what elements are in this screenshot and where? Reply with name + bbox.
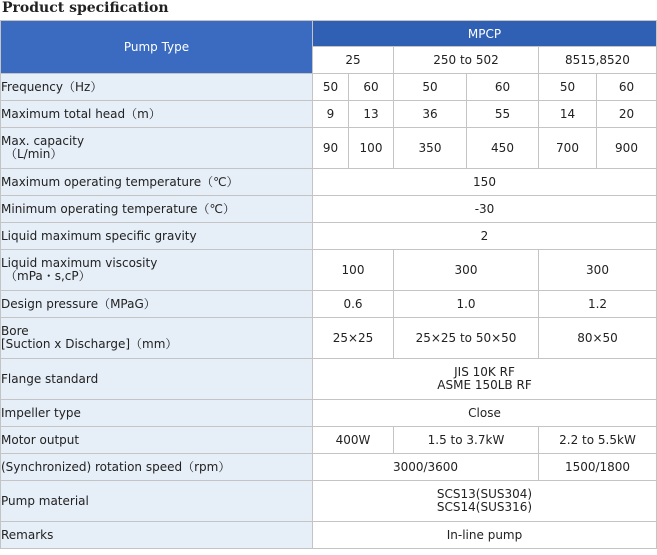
cell-value: 55 xyxy=(467,101,539,128)
cell-value: 20 xyxy=(597,101,657,128)
row-label: Remarks xyxy=(1,522,313,549)
cell-value: 90 xyxy=(313,128,349,169)
row-label: Maximum operating temperature（℃） xyxy=(1,169,313,196)
row-rotation xyxy=(1,454,657,481)
row-label xyxy=(1,318,313,359)
row-label: Impeller type xyxy=(1,400,313,427)
cell-value: 450 xyxy=(467,128,539,169)
row-label: Frequency（Hz） xyxy=(1,74,313,101)
cell-value: 900 xyxy=(597,128,657,169)
cell-value: 60 xyxy=(349,74,394,101)
row-label: Liquid maximum specific gravity xyxy=(1,223,313,250)
cell-value: 1.2 xyxy=(539,291,657,318)
cell-value: 60 xyxy=(467,74,539,101)
cell-value: 13 xyxy=(349,101,394,128)
cell-value: Close xyxy=(313,400,657,427)
header-row xyxy=(1,21,657,47)
cell-value: 2 xyxy=(313,223,657,250)
cell-value: 300 xyxy=(394,250,539,291)
row-label-unit: （L/min） xyxy=(5,147,63,161)
row-label-main: Max. capacity xyxy=(1,134,85,148)
cell-value xyxy=(313,481,657,522)
row-flange xyxy=(1,359,657,400)
cell-value: 50 xyxy=(313,74,349,101)
row-material xyxy=(1,481,657,522)
cell-value: 80×50 xyxy=(539,318,657,359)
cell-value: -30 xyxy=(313,196,657,223)
cell-value: 2.2 to 5.5kW xyxy=(539,427,657,454)
cell-value: 60 xyxy=(597,74,657,101)
row-label: Maximum total head（m） xyxy=(1,101,313,128)
row-label xyxy=(1,128,313,169)
material-line-2: SCS14(SUS316) xyxy=(436,500,533,514)
mpcp-header: MPCP xyxy=(313,21,657,47)
row-min-temp xyxy=(1,196,657,223)
cell-value: 100 xyxy=(349,128,394,169)
cell-value: 1500/1800 xyxy=(539,454,657,481)
row-capacity xyxy=(1,128,657,169)
cell-value: 9 xyxy=(313,101,349,128)
row-remarks xyxy=(1,522,657,549)
row-max-temp xyxy=(1,169,657,196)
flange-line-1: JIS 10K RF xyxy=(454,365,515,379)
row-gravity xyxy=(1,223,657,250)
cell-value xyxy=(313,359,657,400)
cell-value: 100 xyxy=(313,250,394,291)
row-label-main: Bore xyxy=(1,324,29,338)
row-bore xyxy=(1,318,657,359)
cell-value: 25×25 to 50×50 xyxy=(394,318,539,359)
cell-value: 150 xyxy=(313,169,657,196)
row-label-main: Liquid maximum viscosity xyxy=(1,256,158,270)
cell-value: 350 xyxy=(394,128,467,169)
cell-value: 0.6 xyxy=(313,291,394,318)
row-label: Design pressure（MPaG） xyxy=(1,291,313,318)
row-label: Pump material xyxy=(1,481,313,522)
cell-value: 36 xyxy=(394,101,467,128)
group-25: 25 xyxy=(313,47,394,74)
row-label: (Synchronized) rotation speed（rpm） xyxy=(1,454,313,481)
row-motor xyxy=(1,427,657,454)
row-impeller xyxy=(1,400,657,427)
spec-table xyxy=(0,20,657,549)
cell-value: 50 xyxy=(539,74,597,101)
pump-type-header: Pump Type xyxy=(1,21,313,74)
group-250-502: 250 to 502 xyxy=(394,47,539,74)
cell-value: 1.0 xyxy=(394,291,539,318)
row-frequency xyxy=(1,74,657,101)
cell-value: 3000/3600 xyxy=(313,454,539,481)
row-label-unit: （mPa・s,cP） xyxy=(5,269,91,283)
page-title: Product specification xyxy=(2,0,169,16)
row-label xyxy=(1,250,313,291)
row-label: Minimum operating temperature（℃） xyxy=(1,196,313,223)
cell-value: 25×25 xyxy=(313,318,394,359)
cell-value: 400W xyxy=(313,427,394,454)
cell-value: 700 xyxy=(539,128,597,169)
row-label: Motor output xyxy=(1,427,313,454)
cell-value: 1.5 to 3.7kW xyxy=(394,427,539,454)
cell-value: 14 xyxy=(539,101,597,128)
row-head xyxy=(1,101,657,128)
flange-line-2: ASME 150LB RF xyxy=(437,378,532,392)
row-pressure xyxy=(1,291,657,318)
cell-value: 300 xyxy=(539,250,657,291)
row-viscosity xyxy=(1,250,657,291)
row-label: Flange standard xyxy=(1,359,313,400)
group-8515-8520: 8515,8520 xyxy=(539,47,657,74)
cell-value: In-line pump xyxy=(313,522,657,549)
material-line-1: SCS13(SUS304) xyxy=(436,487,533,501)
cell-value: 50 xyxy=(394,74,467,101)
row-label-unit: [Suction x Discharge]（mm） xyxy=(1,337,178,351)
